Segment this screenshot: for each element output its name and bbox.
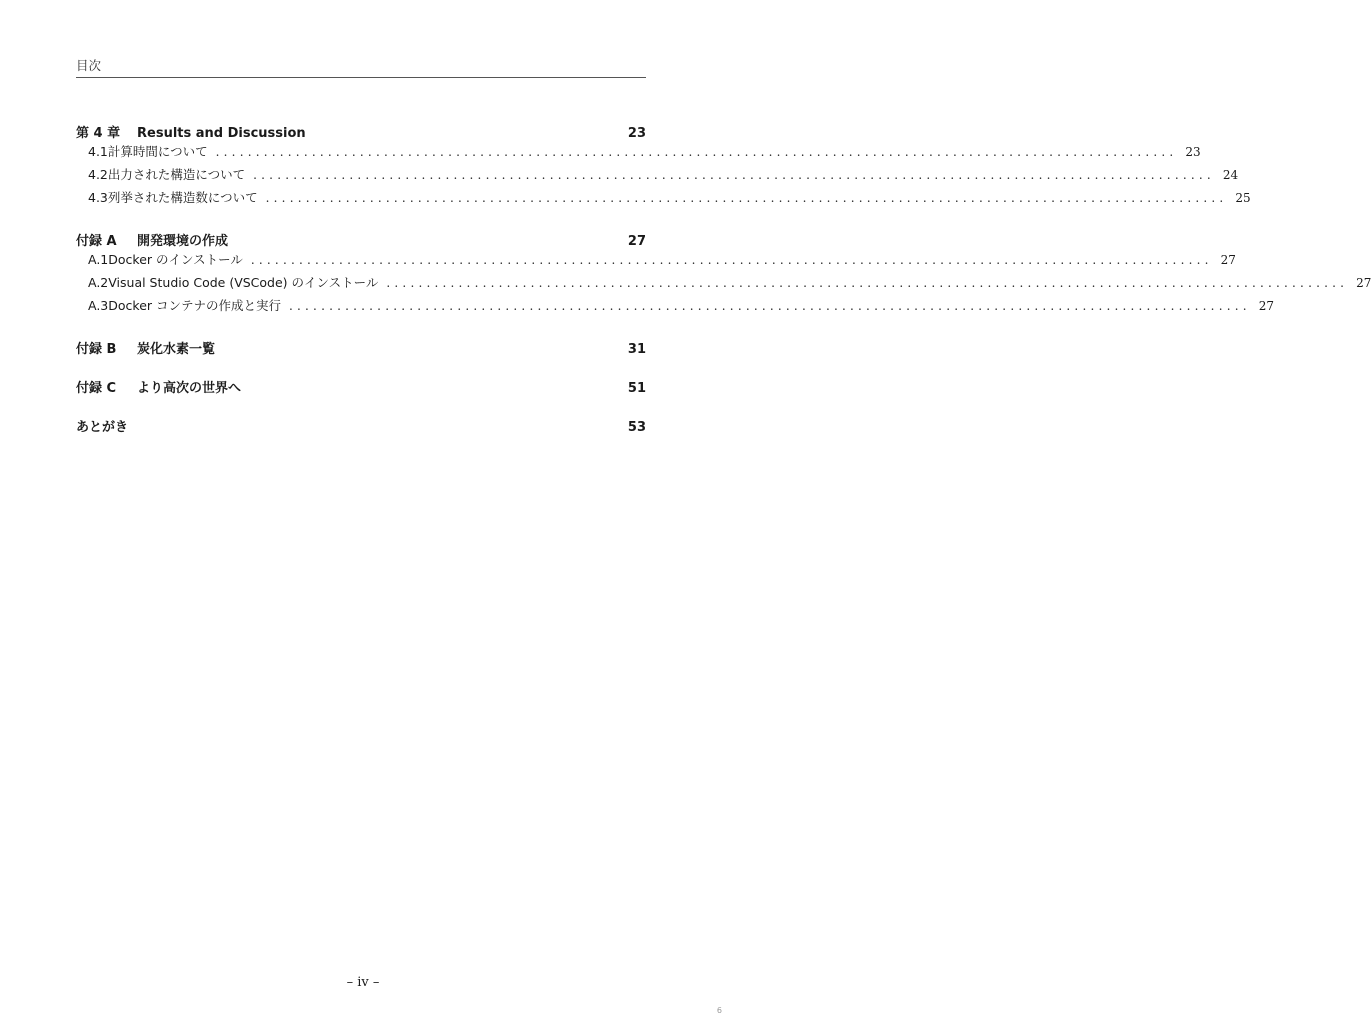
- toc-appendix-b[interactable]: [76, 338, 646, 358]
- section-page: 25: [1235, 191, 1251, 205]
- toc-chapter-4[interactable]: [76, 122, 646, 142]
- toc-appendix-c[interactable]: [76, 377, 646, 397]
- chapter-title: 炭化水素一覧: [137, 342, 216, 357]
- section-number: A.2: [88, 275, 109, 290]
- chapter-number: 付録 A: [76, 234, 117, 249]
- toc-section-4-2[interactable]: [76, 165, 1239, 188]
- header-rule: [76, 77, 646, 78]
- corner-page-number: 6: [716, 1006, 722, 1015]
- section-title: 列挙された構造数について: [107, 190, 258, 205]
- chapter-page: 53: [627, 420, 646, 435]
- section-number: 4.3: [88, 190, 108, 205]
- header-title: 目次: [76, 58, 102, 73]
- section-number: A.1: [88, 252, 109, 267]
- section-title: Docker コンテナの作成と実行: [108, 298, 282, 313]
- toc-appendix-a[interactable]: [76, 230, 646, 250]
- section-page: 27: [1220, 253, 1236, 267]
- toc-section-a-1[interactable]: [76, 250, 1236, 273]
- chapter-page: 31: [627, 342, 646, 357]
- section-number: 4.2: [88, 167, 108, 182]
- section-title: Docker のインストール: [108, 252, 243, 267]
- toc-section-4-1[interactable]: [76, 142, 1201, 165]
- chapter-number: あとがき: [76, 420, 129, 435]
- section-number: 4.1: [88, 144, 108, 159]
- toc-afterword[interactable]: [76, 416, 646, 436]
- dot-leader: ........................................................................................................................: [289, 299, 1251, 313]
- toc-section-a-3[interactable]: [76, 296, 1275, 319]
- dot-leader: ........................................................................................................................: [253, 168, 1215, 182]
- page-number-footer: – iv –: [346, 975, 380, 990]
- chapter-title: 開発環境の作成: [137, 234, 229, 249]
- section-page: 24: [1222, 168, 1239, 182]
- chapter-page: 51: [627, 381, 646, 396]
- chapter-title: より高次の世界へ: [137, 381, 242, 396]
- dot-leader: ........................................................................................................................: [215, 145, 1178, 159]
- toc-section-4-3[interactable]: [76, 188, 1251, 211]
- section-page: 27: [1356, 276, 1371, 290]
- chapter-number: 付録 C: [76, 381, 117, 396]
- toc-section-a-2[interactable]: [76, 273, 1371, 296]
- dot-leader: ........................................................................................................................: [250, 253, 1213, 267]
- chapter-number: 第 4 章: [76, 126, 121, 141]
- table-of-contents: [76, 122, 1371, 436]
- section-page: 23: [1185, 145, 1201, 159]
- chapter-page: 23: [627, 126, 646, 141]
- chapter-title: Results and Discussion: [137, 126, 306, 141]
- chapter-number: 付録 B: [76, 342, 117, 357]
- section-title: 出力された構造について: [107, 167, 246, 182]
- running-header: [76, 57, 646, 75]
- chapter-page: 27: [627, 234, 646, 249]
- dot-leader: ........................................................................................................................: [386, 276, 1349, 290]
- section-number: A.3: [88, 298, 109, 313]
- section-page: 27: [1258, 299, 1275, 313]
- dot-leader: ........................................................................................................................: [265, 191, 1228, 205]
- section-title: 計算時間について: [107, 144, 208, 159]
- section-title: Visual Studio Code (VSCode) のインストール: [108, 275, 379, 290]
